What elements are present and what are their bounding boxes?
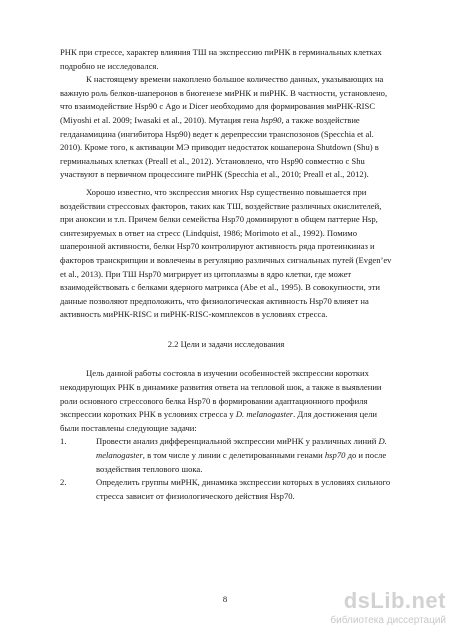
text-line: Провести анализ дифференциальной экспрессии миРНК у различных линий D. [96, 436, 387, 447]
text-line: активность миРНК-RISC и пиРНК-RISC-комплексов в условиях стресса. [60, 309, 328, 320]
text-line: воздействии стрессовых факторов, таких как ТШ, воздействие различных окислителей, [60, 200, 382, 211]
text-line: melanogaster, в том числе у линии с делетированными генами hsp70 до и после [96, 450, 387, 461]
paragraph-goals [60, 367, 392, 435]
document-page [60, 46, 392, 503]
list-number: 2. [60, 477, 67, 488]
section-heading: 2.2 Цели и задачи исследования [167, 338, 285, 349]
text-line: участвуют в первичном процессинге пиРНК (Specchia et al., 2010; Preall et al., 2012). [60, 169, 369, 180]
text-line: экспрессии коротких РНК в условиях стресса у D. melanogaster. Для достижения цели [60, 409, 377, 420]
text-line: данные позволяют предположить, что физиологическая активность Hsp70 влияет на [60, 295, 369, 306]
text-line: роли основного стрессового белка Hsp70 в формировании адаптационного профиля [60, 395, 368, 406]
text-line: синтезируемых в ответ на стресс (Lindquist, 1986; Morimoto et al., 1992). Помимо [60, 227, 358, 238]
text-line: шаперонной активности, белки Hsp70 контролируют активность ряда протеинкиназ и [60, 241, 375, 252]
text-line: Определить группы миРНК, динамика экспрессии которых в условиях сильного [96, 477, 391, 488]
watermark-logo: dsLib.net [343, 588, 446, 613]
page-number: 8 [222, 594, 228, 604]
text-line: Хорошо известно, что экспрессия многих Hsp существенно повышается при [86, 186, 367, 197]
paragraph-hsp70 [60, 186, 392, 322]
text-line: et al., 2013). При ТШ Hsp70 мигрирует из цитоплазмы в ядро клетки, где может [60, 268, 352, 279]
text-line: гелданамицина (ингибитора Hsp90) ведет к дерепрессии транспозонов (Specchia et al. [60, 128, 374, 139]
text-line: (Miyoshi et al. 2009; Iwasaki et al., 2010). Мутация гена hsp90, а также воздействие [60, 114, 360, 125]
watermark-subtitle: библиотека диссертаций [330, 615, 446, 626]
text-line: герминальных клетках (Preall et al., 2012). Установлено, что Hsp90 совместно с Shu [60, 155, 365, 166]
task-list [60, 435, 392, 503]
list-item [60, 435, 392, 476]
text-line: К настоящему времени накоплено большое количество данных, указывающих на [86, 74, 384, 85]
text-line: были поставлены следующие задачи: [60, 422, 197, 433]
text-line: 2010). Кроме того, к активации МЭ приводит недостаток кошаперона Shutdown (Shu) в [60, 142, 379, 153]
text-line: что взаимодействие Hsp90 с Ago и Dicer необходимо для формирования миРНК-RISC [60, 101, 376, 112]
text-line: при аноксии и т.п. Причем белки семейства Hsp70 доминируют в общем паттерне Hsp, [60, 214, 378, 225]
watermark [326, 588, 446, 632]
text-line: стресса зависит от физиологического действия Hsp70. [96, 490, 295, 501]
text-line: взаимодействовать с белками ядерного матрикса (Abe et al., 1995). В совокупности, эти [60, 282, 380, 293]
paragraph-chaperones [60, 73, 392, 182]
list-number: 1. [60, 436, 67, 447]
text-line: воздействия теплового шока. [96, 463, 203, 474]
text-line: некодирующих РНК в динамике развития ответа на тепловой шок, а также в выявлении [60, 382, 382, 393]
text-line: Цель данной работы состояла в изучении особенностей экспрессии коротких [86, 368, 369, 379]
text-line: важную роль белков-шаперонов в биогенезе миРНК и пиРНК. В частности, установлено, [60, 87, 388, 98]
list-item [60, 476, 392, 503]
text-line: подробно не исследовался. [60, 60, 159, 71]
text-line: РНК при стрессе, характер влияния ТШ на экспрессию пиРНК в герминальных клетках [60, 47, 382, 57]
text-line: факторов транскрипции и вовлечены в регуляцию различных сигнальных путей (Evgen’ev [60, 254, 392, 265]
paragraph-intro [60, 46, 392, 73]
